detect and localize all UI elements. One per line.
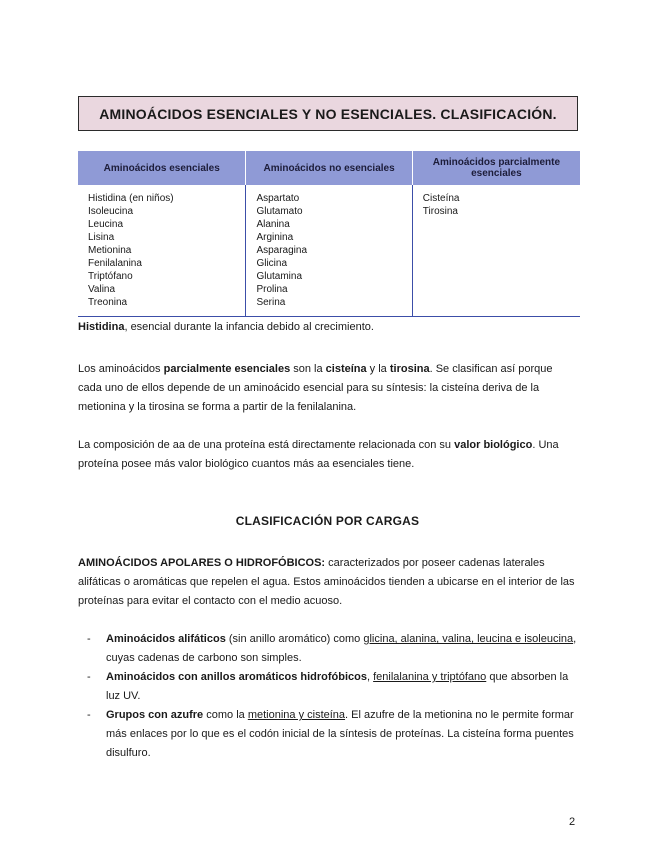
histidina-note [78, 318, 578, 337]
bold-span: Aminoácidos alifáticos [106, 633, 226, 645]
table-cell-item: Histidina (en niños) [88, 193, 174, 204]
table-cell-item: Prolina [256, 284, 288, 295]
text-span: y la [366, 363, 390, 375]
table-cell-item: Lisina [88, 232, 115, 243]
text-span: que absorben la luz UV. [106, 671, 569, 702]
bold-span: valor biológico [454, 439, 533, 451]
bold-span: AMINOÁCIDOS APOLARES O HIDROFÓBICOS: [78, 557, 326, 569]
paragraph-parcialmente [78, 360, 578, 417]
text-span: (sin anillo aromático) como [225, 633, 364, 645]
paragraph-apolares [78, 554, 578, 611]
underlined-span: glicina, alanina, valina, leucina e isoleucina [363, 633, 574, 645]
cell-esenciales [78, 185, 246, 317]
table-cell-item: Isoleucina [88, 206, 134, 217]
bullet-list [78, 630, 578, 763]
bullet-dash: - [87, 633, 91, 645]
text-span: son la [290, 363, 326, 375]
table-cell-item: Fenilalanina [88, 258, 142, 269]
section-title: CLASIFICACIÓN POR CARGAS [235, 514, 420, 528]
list-item [78, 668, 578, 706]
cell-no-esenciales [246, 185, 412, 317]
text-span: caracterizados por poseer cadenas laterales alifáticas o aromáticas que repelen el agua. Estos aminoácidos tienden a ubicarse en el interior de las proteínas para evitar el contacto con el medio acuoso. [78, 557, 575, 607]
bold-span: Aminoácidos con anillos aromáticos hidrofóbicos [106, 671, 367, 683]
table-cell-item: Asparagina [256, 245, 308, 256]
table-cell-item: Glicina [256, 258, 288, 269]
header-no-esenciales: Aminoácidos no esenciales [246, 151, 412, 185]
table-cell-item: Aspartato [256, 193, 300, 204]
histidina-text: , esencial durante la infancia debido al crecimiento. [124, 321, 374, 333]
paragraph-valor-biologico [78, 436, 578, 474]
table-cell-item: Serina [256, 297, 286, 308]
table-cell-item: Alanina [256, 219, 290, 230]
header-esenciales: Aminoácidos esenciales [78, 151, 246, 185]
underlined-span: fenilalanina y triptófano [373, 671, 487, 683]
table-cell-item: Triptófano [88, 271, 133, 282]
table-cell-item: Glutamato [256, 206, 303, 217]
text-span: , cuyas cadenas de carbono son simples. [106, 633, 577, 664]
amino-acid-table [78, 151, 580, 317]
cell-parcialmente-esenciales [412, 185, 580, 317]
bold-span: cisteína [325, 363, 367, 375]
header-parcialmente-esenciales: Aminoácidos parcialmente esenciales [412, 151, 580, 185]
text-span: La composición de aa de una proteína está directamente relacionada con su [78, 439, 455, 451]
table-cell-item: Tirosina [422, 206, 458, 217]
table-cell-item: Leucina [88, 219, 124, 230]
bullet-dash: - [87, 671, 91, 683]
text-span: . Se clasifican así porque cada uno de ellos depende de un aminoácido esencial para su síntesis: la cisteína deriva de la metionina y la tirosina se forma a partir de la fenilalanina. [78, 363, 553, 413]
table-cell-item: Valina [88, 284, 116, 295]
text-span: como la [203, 709, 248, 721]
text-span: . Una proteína posee más valor biológico cuantos más aa esenciales tiene. [78, 439, 559, 470]
page-number: 2 [569, 816, 576, 828]
table-cell-item: Cisteína [422, 193, 460, 204]
list-item [78, 630, 578, 668]
bullet-dash: - [87, 709, 91, 721]
table-cell-item: Metionina [88, 245, 132, 256]
underlined-span: metionina y cisteína [247, 709, 346, 721]
bold-span: tirosina [389, 363, 430, 375]
text-span: Los aminoácidos [78, 363, 164, 375]
list-item [78, 706, 578, 763]
bold-span: parcialmente esenciales [163, 363, 291, 375]
text-span: . El azufre de la metionina no le permite formar más enlaces por lo que es el codón inicial de la síntesis de proteínas. La cisteína forma puentes disulfuro. [106, 709, 574, 759]
text-span: , [367, 671, 374, 683]
table-cell-item: Treonina [88, 297, 128, 308]
page-title: AMINOÁCIDOS ESENCIALES Y NO ESENCIALES. CLASIFICACIÓN. [78, 96, 578, 131]
bold-span: Grupos con azufre [106, 709, 204, 721]
table-cell-item: Arginina [256, 232, 294, 243]
histidina-bold: Histidina [78, 321, 125, 333]
table-cell-item: Glutamina [256, 271, 303, 282]
